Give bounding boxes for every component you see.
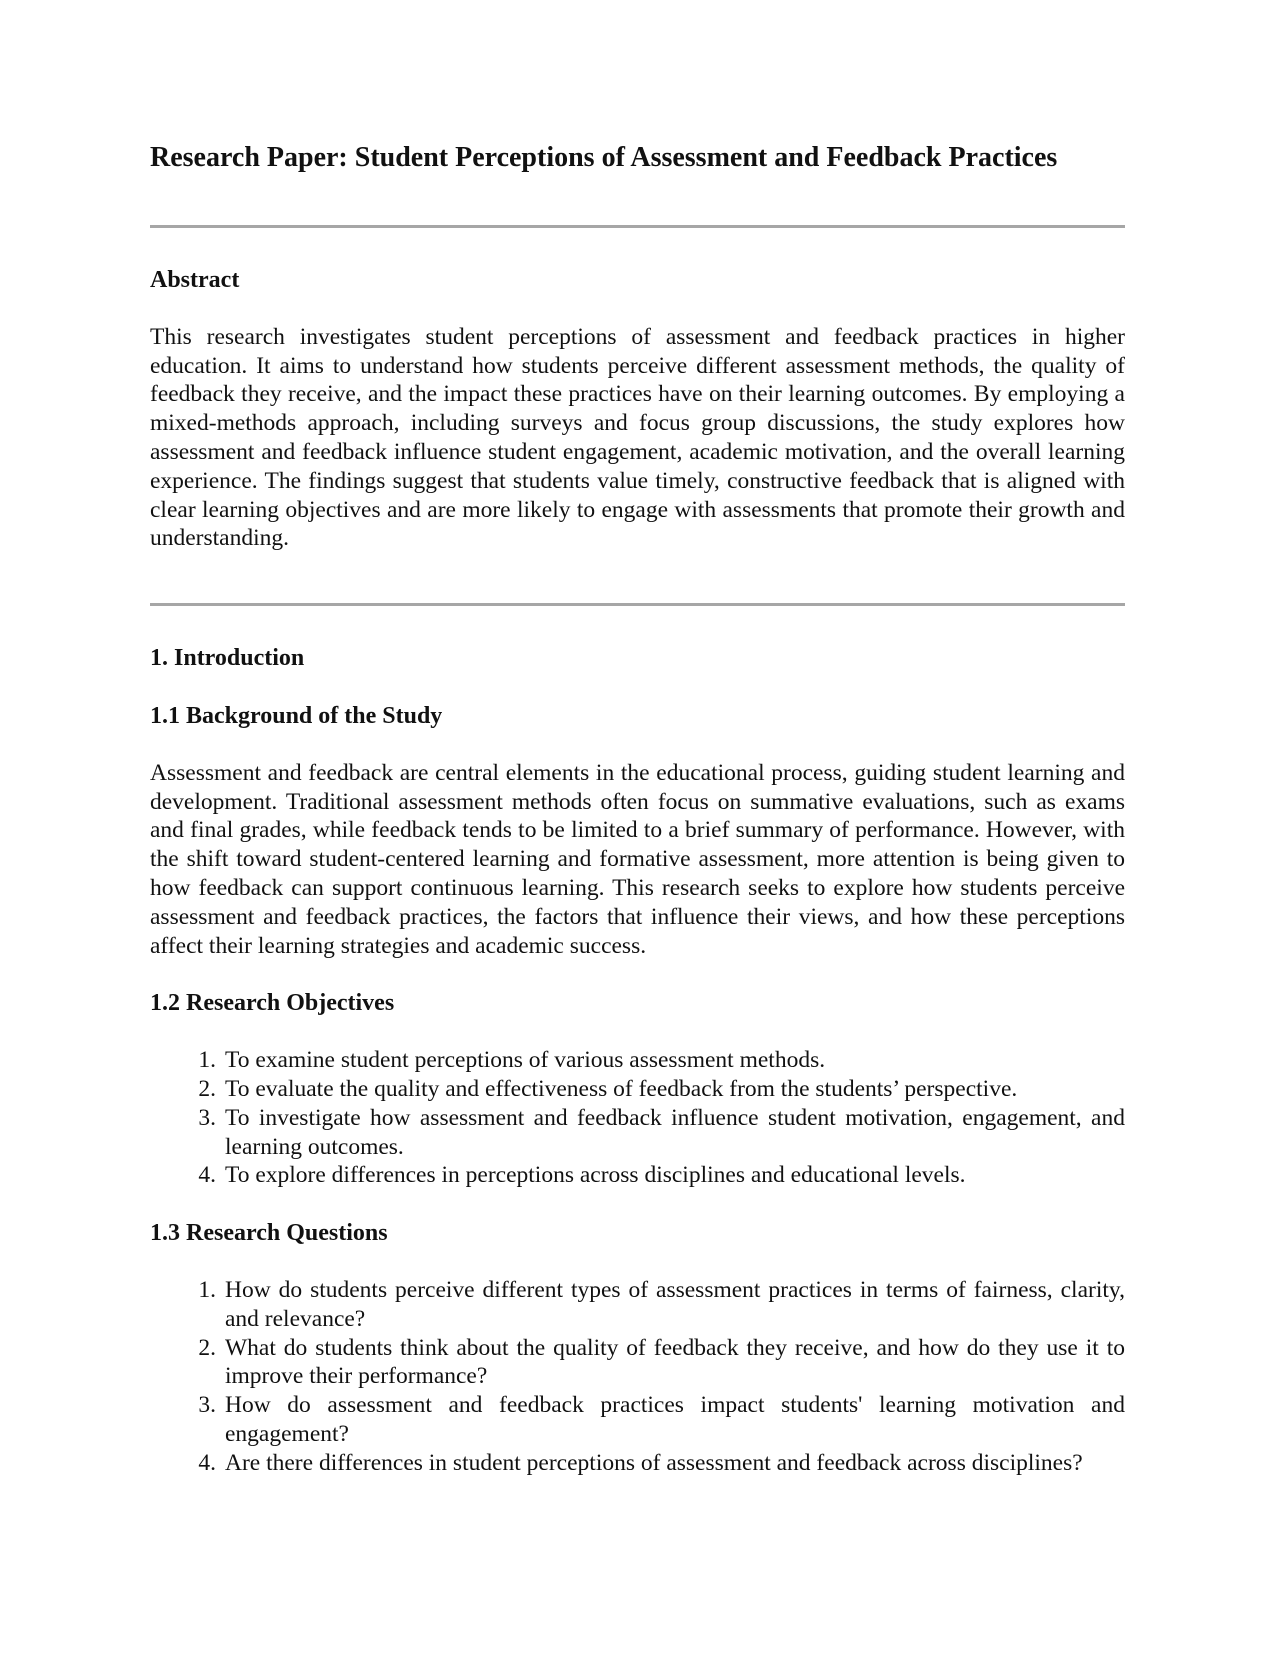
- introduction-heading: 1. Introduction: [150, 645, 305, 672]
- divider: [150, 225, 1125, 228]
- abstract-heading: Abstract: [150, 267, 240, 293]
- abstract-text: This research investigates student perceptions of assessment and feedback practices in higher education. It aims to understand how students perceive different assessment methods, the quality of feedback they receive, and the impact these practices have on their learning outcomes. By employing a mixed-methods approach, including surveys and focus group discussions, the study explores how assessment and feedback influence student engagement, academic motivation, and the overall learning experience. The findings suggest that students value timely, constructive feedback that is aligned with clear learning objectives and are more likely to engage with assessments that promote their growth and understanding.: [150, 323, 1125, 552]
- background-text: Assessment and feedback are central elements in the educational process, guiding student learning and development. Traditional assessment methods often focus on summative evaluations, such as exams and final grades, while feedback tends to be limited to a brief summary of performance. However, with the shift toward student-centered learning and formative assessment, more attention is being given to how feedback can support continuous learning. This research seeks to explore how students perceive assessment and feedback practices, the factors that influence their views, and how these perceptions affect their learning strategies and academic success.: [150, 759, 1125, 959]
- list-item-number: 2.: [198, 1075, 216, 1102]
- list-item-text: Are there differences in student perceptions of assessment and feedback across disciplines?: [225, 1449, 1083, 1476]
- paper-title: Research Paper: Student Perceptions of Assessment and Feedback Practices: [150, 142, 1058, 173]
- list-item: [150, 1161, 1125, 1190]
- background-heading: 1.1 Background of the Study: [150, 702, 443, 729]
- list-item-number: 3.: [198, 1392, 216, 1419]
- objectives-heading: 1.2 Research Objectives: [150, 990, 395, 1017]
- list-item-text: To investigate how assessment and feedback influence student motivation, engagement, and learning outcomes.: [225, 1104, 1125, 1160]
- list-item-text: How do assessment and feedback practices impact students' learning motivation and engagement?: [225, 1392, 1125, 1447]
- list-item-number: 1.: [198, 1047, 216, 1074]
- list-item: [150, 1391, 1125, 1449]
- list-item: [150, 1046, 1125, 1075]
- list-item-number: 4.: [198, 1449, 216, 1476]
- list-item: [150, 1449, 1125, 1478]
- questions-list: [150, 1276, 1125, 1478]
- paper-page: [150, 140, 1125, 1478]
- questions-heading: 1.3 Research Questions: [150, 1220, 388, 1247]
- objectives-list: [150, 1046, 1125, 1190]
- list-item: [150, 1334, 1125, 1392]
- list-item: [150, 1075, 1125, 1104]
- list-item-number: 1.: [198, 1276, 216, 1303]
- list-item-number: 3.: [198, 1104, 216, 1131]
- list-item-text: What do students think about the quality of feedback they receive, and how do they use it to improve their performance?: [225, 1334, 1125, 1390]
- list-item-text: To evaluate the quality and effectiveness of feedback from the students’ perspective.: [225, 1075, 1018, 1102]
- list-item-text: How do students perceive different types of assessment practices in terms of fairness, clarity, and relevance?: [225, 1276, 1125, 1332]
- list-item: [150, 1104, 1125, 1162]
- list-item-number: 2.: [198, 1334, 216, 1361]
- list-item-number: 4.: [198, 1162, 216, 1189]
- list-item-text: To explore differences in perceptions across disciplines and educational levels.: [225, 1162, 966, 1189]
- list-item: [150, 1276, 1125, 1334]
- list-item-text: To examine student perceptions of various assessment methods.: [225, 1047, 826, 1074]
- divider: [150, 603, 1125, 606]
